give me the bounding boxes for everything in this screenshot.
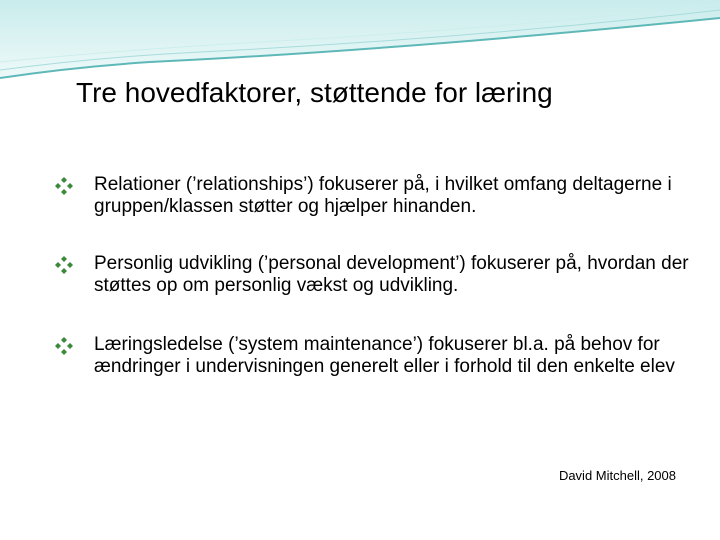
- bullet-text: Relationer (’relationships’) fokuserer på, i hvilket omfang deltagerne i gruppen/klassen støtter og hjælper hinanden.: [94, 174, 672, 217]
- bullet-text: Læringsledelse (’system maintenance’) fokuserer bl.a. på behov for ændringer i undervisningen generelt eller i forhold til den enkelte elev: [94, 334, 675, 377]
- diamond-bullet-icon: [54, 255, 74, 275]
- diamond-bullet-icon: [54, 336, 74, 356]
- citation: David Mitchell, 2008: [558, 468, 676, 483]
- slide-title: Tre hovedfaktorer, støttende for læring: [76, 77, 553, 108]
- diamond-bullet-icon: [54, 176, 74, 196]
- bullet-text: Personlig udvikling (’personal development’) fokuserer på, hvordan der støttes op om personlig vækst og udvikling.: [94, 253, 689, 296]
